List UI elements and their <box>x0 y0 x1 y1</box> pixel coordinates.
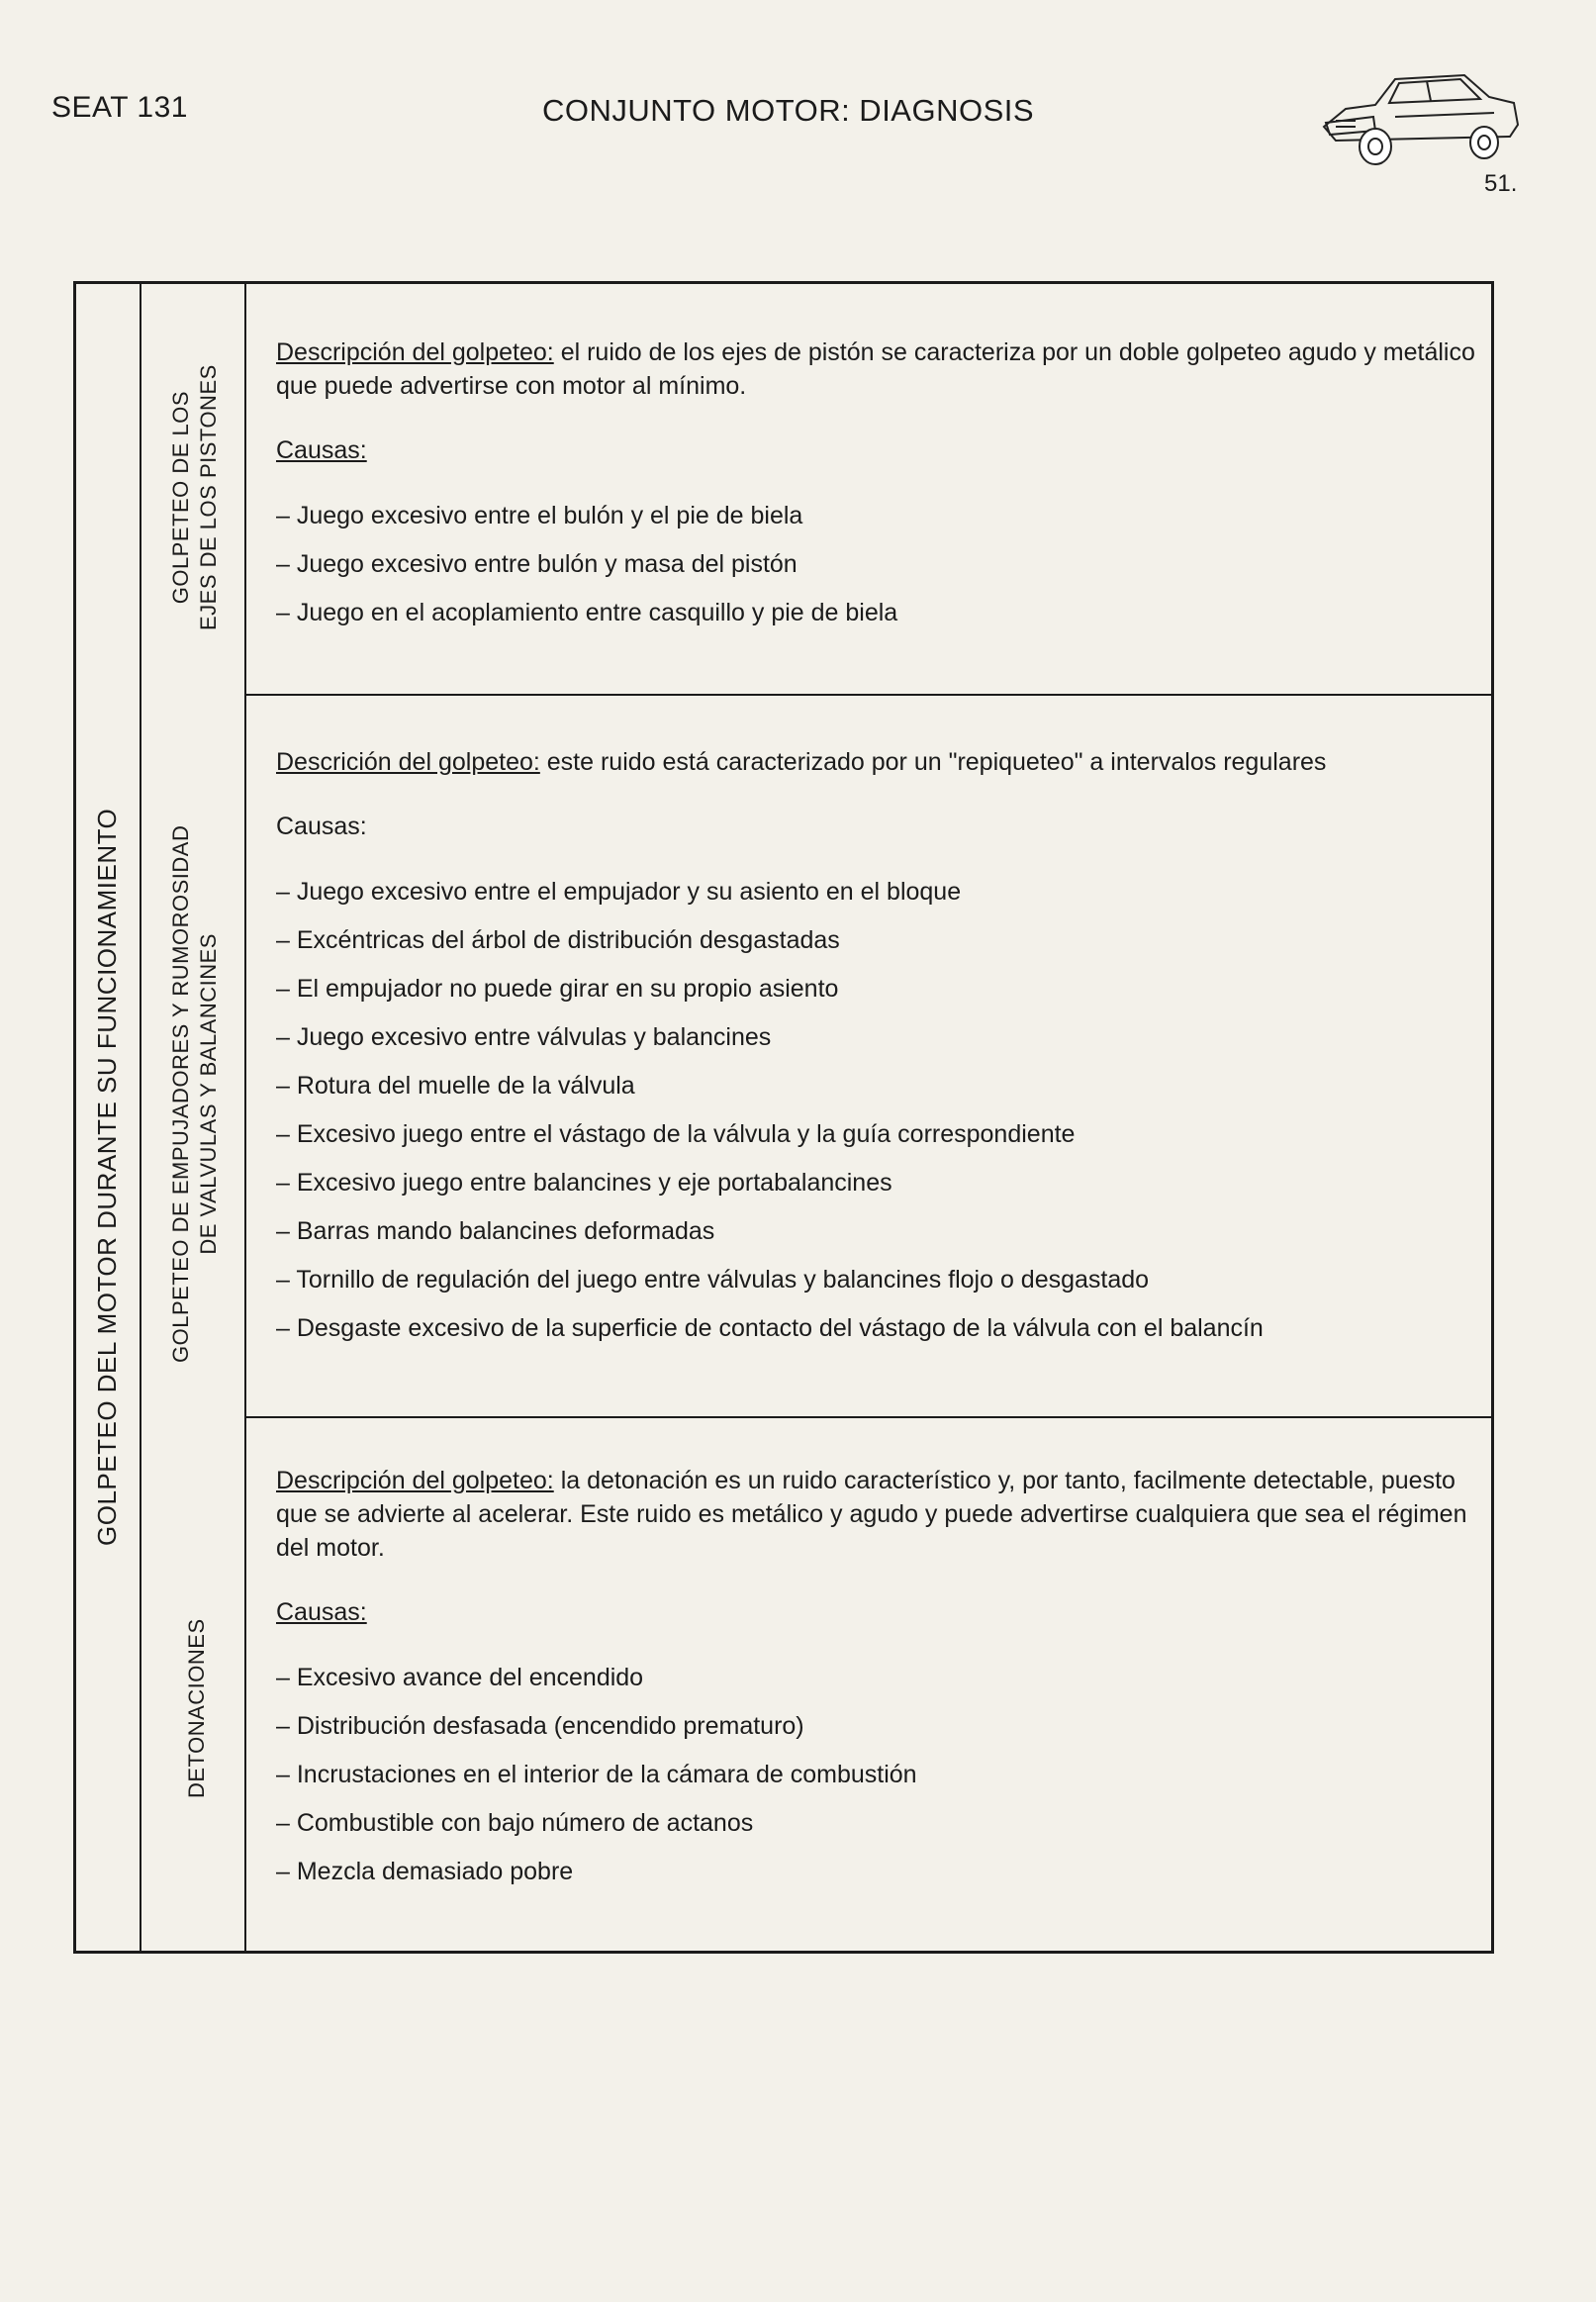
causes-list <box>276 499 1483 629</box>
diagnosis-table <box>73 281 1494 1954</box>
page-title: CONJUNTO MOTOR: DIAGNOSIS <box>542 93 1035 128</box>
list-item: – Excéntricas del árbol de distribución desgastadas <box>276 926 840 954</box>
list-item: – Desgaste excesivo de la superficie de contacto del vástago de la válvula con el balancín <box>276 1314 1264 1342</box>
section-label-empujadores: GOLPETEO DE EMPUJADORES Y RUMOROSIDAD DE VALVULAS Y BALANCINES <box>168 824 221 1363</box>
row-divider <box>244 1416 1491 1418</box>
list-item: – Juego excesivo entre válvulas y balancines <box>276 1023 772 1051</box>
list-item: – Excesivo avance del encendido <box>276 1664 644 1691</box>
header-model: SEAT 131 <box>51 91 188 124</box>
section-description <box>276 745 1483 779</box>
list-item: – Distribución desfasada (encendido prematuro) <box>276 1712 804 1740</box>
causes-list <box>276 875 1483 1345</box>
causes-label: Causas: <box>276 436 367 464</box>
list-item: – Tornillo de regulación del juego entre válvulas y balancines flojo o desgastado <box>276 1266 1150 1294</box>
list-item: – Excesivo juego entre el vástago de la válvula y la guía correspondiente <box>276 1120 1076 1148</box>
causes-label: Causas: <box>276 1598 367 1626</box>
description-text: la detonación es un ruido característico y, por tanto, facilmente detectable, puesto que se advierte al acelerar. Este ruido es metálico y agudo y puede advertirse cualquiera que sea el régimen del motor. <box>276 1467 1467 1562</box>
section-pistones <box>276 336 1483 644</box>
description-text: el ruido de los ejes de pistón se caracteriza por un doble golpeteo agudo y metálico que puede advertirse con motor al mínimo. <box>276 338 1475 400</box>
list-item: – Mezcla demasiado pobre <box>276 1858 574 1885</box>
description-label: Descripción del golpeteo: <box>276 1467 554 1494</box>
list-item: – Juego excesivo entre bulón y masa del pistón <box>276 550 798 578</box>
list-item: – Barras mando balancines deformadas <box>276 1217 715 1245</box>
column-divider <box>140 284 141 1951</box>
page-number: 51. <box>1484 170 1518 197</box>
section-description <box>276 336 1483 403</box>
description-label: Descrición del golpeteo: <box>276 748 540 776</box>
section-description <box>276 1464 1483 1565</box>
section-label-pistones: GOLPETEO DE LOS EJES DE LOS PISTONES <box>168 364 221 630</box>
section-label-detonaciones: DETONACIONES <box>184 1618 209 1798</box>
list-item: – Incrustaciones en el interior de la cámara de combustión <box>276 1761 917 1788</box>
list-item: – Juego en el acoplamiento entre casquillo y pie de biela <box>276 599 898 626</box>
section-empujadores <box>276 745 1483 1360</box>
description-text: este ruido está caracterizado por un "repiqueteo" a intervalos regulares <box>546 748 1327 776</box>
list-item: – Excesivo juego entre balancines y eje portabalancines <box>276 1169 892 1197</box>
list-item: – Rotura del muelle de la válvula <box>276 1072 635 1100</box>
car-illustration-icon <box>1316 57 1524 176</box>
list-item: – Juego excesivo entre el empujador y su asiento en el bloque <box>276 878 962 906</box>
list-item: – Juego excesivo entre el bulón y el pie de biela <box>276 502 803 529</box>
causes-label: Causas: <box>276 813 367 840</box>
section-detonaciones <box>276 1464 1483 1903</box>
list-item: – Combustible con bajo número de actanos <box>276 1809 754 1837</box>
list-item: – El empujador no puede girar en su propio asiento <box>276 975 839 1003</box>
column-divider <box>244 284 246 1951</box>
row-divider <box>244 694 1491 696</box>
description-label: Descripción del golpeteo: <box>276 338 554 366</box>
causes-list <box>276 1661 1483 1888</box>
main-category-label: GOLPETEO DEL MOTOR DURANTE SU FUNCIONAMIENTO <box>92 808 122 1546</box>
